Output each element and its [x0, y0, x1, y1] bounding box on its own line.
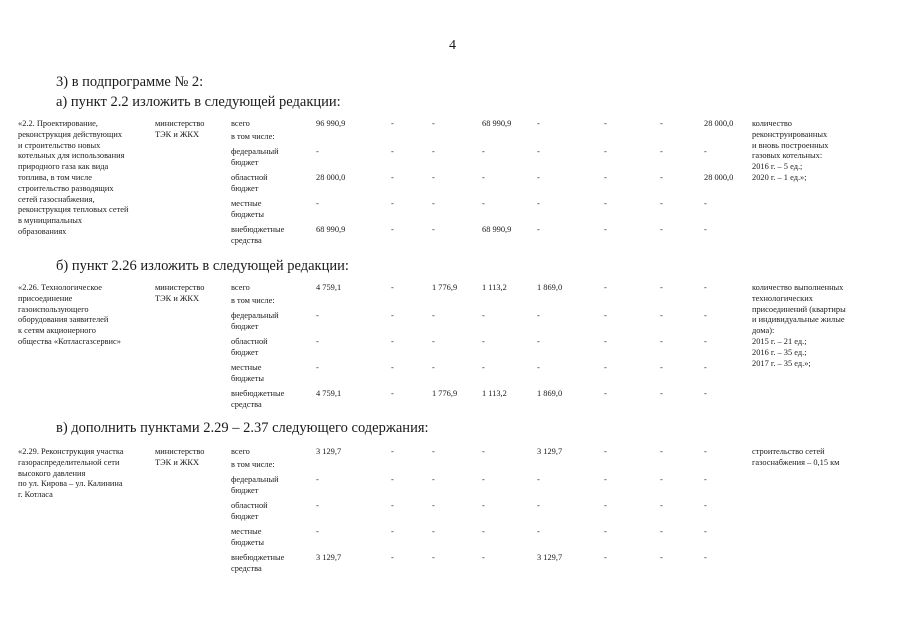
funding-source: областной бюджет — [231, 501, 268, 521]
funding-value: - — [537, 475, 540, 484]
funding-value: - — [537, 199, 540, 208]
funding-value: 96 990,9 — [316, 119, 346, 128]
funding-value: - — [482, 475, 485, 484]
funding-value: - — [660, 173, 663, 182]
funding-value: - — [537, 119, 540, 128]
funding-value: - — [316, 527, 319, 536]
item-description: «2.26. Технологическое присоединение газоиспользующего оборудования заявителей к сетям акционерного общества «Котласгазсервис» — [18, 283, 121, 346]
funding-source: федеральный бюджет — [231, 311, 279, 331]
funding-value: - — [537, 147, 540, 156]
funding-value: - — [660, 553, 663, 562]
funding-value: - — [604, 475, 607, 484]
funding-value: - — [391, 501, 394, 510]
funding-source: в том числе: — [231, 132, 275, 141]
funding-value: - — [432, 337, 435, 346]
expected-result: количество реконструированных и вновь построенных газовых котельных: 2016 г. – 5 ед.; 2020 г. – 1 ед.»; — [752, 119, 829, 182]
funding-value: - — [482, 447, 485, 456]
funding-value: - — [604, 363, 607, 372]
funding-value: - — [432, 447, 435, 456]
funding-value: - — [704, 199, 707, 208]
funding-value: - — [391, 337, 394, 346]
section-heading: в) дополнить пунктами 2.29 – 2.37 следующего содержания: — [56, 420, 429, 436]
funding-value: 28 000,0 — [704, 119, 734, 128]
funding-value: - — [660, 389, 663, 398]
funding-value: - — [316, 311, 319, 320]
funding-value: - — [432, 311, 435, 320]
funding-value: - — [704, 363, 707, 372]
funding-value: - — [391, 447, 394, 456]
funding-value: - — [316, 337, 319, 346]
funding-value: - — [391, 147, 394, 156]
funding-value: - — [482, 337, 485, 346]
funding-value: - — [660, 311, 663, 320]
funding-value: - — [482, 199, 485, 208]
funding-value: - — [391, 527, 394, 536]
funding-source: в том числе: — [231, 296, 275, 305]
executor: министерство ТЭК и ЖКХ — [155, 119, 205, 139]
funding-value: - — [604, 527, 607, 536]
funding-value: 3 129,7 — [537, 553, 563, 562]
funding-value: - — [660, 199, 663, 208]
funding-value: - — [704, 337, 707, 346]
funding-value: 3 129,7 — [316, 553, 342, 562]
funding-value: - — [604, 501, 607, 510]
funding-value: 28 000,0 — [316, 173, 346, 182]
funding-value: 1 776,9 — [432, 283, 458, 292]
funding-value: 3 129,7 — [537, 447, 563, 456]
section-heading: а) пункт 2.2 изложить в следующей редакции: — [56, 94, 341, 110]
funding-value: - — [660, 527, 663, 536]
funding-value: - — [391, 553, 394, 562]
item-description: «2.29. Реконструкция участка газораспределительной сети высокого давления по ул. Кирова – ул. Калинина г. Котласа — [18, 447, 124, 500]
funding-value: 1 113,2 — [482, 389, 507, 398]
funding-source: федеральный бюджет — [231, 147, 279, 167]
funding-value: 1 776,9 — [432, 389, 458, 398]
funding-value: - — [660, 147, 663, 156]
funding-source: в том числе: — [231, 460, 275, 469]
section-heading: б) пункт 2.26 изложить в следующей редакции: — [56, 258, 349, 274]
funding-value: - — [391, 283, 394, 292]
funding-value: 1 113,2 — [482, 283, 507, 292]
funding-value: - — [704, 527, 707, 536]
funding-value: - — [660, 363, 663, 372]
item-description: «2.2. Проектирование, реконструкция действующих и строительство новых котельных для использования природного газа как вида топлива, в том числе строительство разводящих сетей газоснабжения, реконструкция тепловых сетей в муниципальных образованиях — [18, 119, 129, 236]
funding-value: - — [604, 283, 607, 292]
funding-value: - — [432, 527, 435, 536]
funding-value: 1 869,0 — [537, 389, 563, 398]
funding-value: - — [704, 225, 707, 234]
funding-value: - — [391, 475, 394, 484]
subprogram-intro: 3) в подпрограмме № 2: — [56, 74, 204, 90]
funding-value: - — [316, 501, 319, 510]
funding-value: - — [432, 173, 435, 182]
funding-source: местные бюджеты — [231, 199, 265, 219]
funding-value: - — [604, 311, 607, 320]
funding-value: - — [482, 363, 485, 372]
funding-value: 1 869,0 — [537, 283, 563, 292]
funding-value: - — [704, 389, 707, 398]
funding-value: - — [391, 363, 394, 372]
funding-value: - — [704, 475, 707, 484]
funding-value: - — [432, 225, 435, 234]
funding-value: 68 990,9 — [482, 225, 512, 234]
funding-value: - — [604, 199, 607, 208]
funding-value: - — [660, 447, 663, 456]
funding-source: областной бюджет — [231, 173, 268, 193]
funding-value: - — [482, 147, 485, 156]
funding-source: внебюджетные средства — [231, 389, 285, 409]
funding-value: - — [482, 553, 485, 562]
funding-value: - — [391, 311, 394, 320]
funding-value: - — [391, 173, 394, 182]
funding-value: - — [604, 553, 607, 562]
funding-value: - — [660, 337, 663, 346]
funding-value: - — [660, 283, 663, 292]
funding-value: - — [537, 173, 540, 182]
funding-value: - — [537, 337, 540, 346]
funding-value: - — [537, 501, 540, 510]
funding-source: всего — [231, 283, 250, 292]
funding-value: 28 000,0 — [704, 173, 734, 182]
funding-value: - — [432, 553, 435, 562]
funding-value: - — [432, 199, 435, 208]
funding-value: - — [660, 501, 663, 510]
executor: министерство ТЭК и ЖКХ — [155, 283, 205, 303]
funding-value: - — [704, 311, 707, 320]
funding-value: - — [432, 119, 435, 128]
funding-value: - — [660, 475, 663, 484]
expected-result: количество выполненных технологических присоединений (квартиры и индивидуальные жилые дома): 2015 г. – 21 ед.; 2016 г. – 35 ед.; 2017 г. – 35 ед.»; — [752, 283, 846, 368]
funding-value: 3 129,7 — [316, 447, 342, 456]
funding-value: - — [482, 527, 485, 536]
funding-value: - — [482, 501, 485, 510]
funding-value: - — [537, 363, 540, 372]
funding-value: - — [432, 475, 435, 484]
funding-source: внебюджетные средства — [231, 553, 285, 573]
funding-value: - — [482, 173, 485, 182]
funding-value: - — [704, 553, 707, 562]
funding-value: - — [604, 337, 607, 346]
funding-value: - — [391, 199, 394, 208]
funding-value: - — [391, 225, 394, 234]
funding-value: - — [316, 363, 319, 372]
funding-source: федеральный бюджет — [231, 475, 279, 495]
funding-source: местные бюджеты — [231, 363, 265, 383]
funding-value: - — [604, 389, 607, 398]
funding-value: 4 759,1 — [316, 283, 342, 292]
funding-value: 68 990,9 — [482, 119, 512, 128]
executor: министерство ТЭК и ЖКХ — [155, 447, 205, 467]
funding-value: - — [704, 147, 707, 156]
funding-source: всего — [231, 447, 250, 456]
funding-source: местные бюджеты — [231, 527, 265, 547]
funding-value: - — [432, 363, 435, 372]
funding-value: - — [704, 501, 707, 510]
funding-value: - — [432, 147, 435, 156]
funding-value: 4 759,1 — [316, 389, 342, 398]
funding-value: - — [604, 119, 607, 128]
funding-value: 68 990,9 — [316, 225, 346, 234]
funding-value: - — [316, 147, 319, 156]
funding-value: - — [604, 225, 607, 234]
funding-value: - — [537, 311, 540, 320]
funding-value: - — [604, 447, 607, 456]
funding-value: - — [660, 225, 663, 234]
funding-value: - — [432, 501, 435, 510]
funding-value: - — [391, 389, 394, 398]
funding-value: - — [660, 119, 663, 128]
funding-value: - — [604, 173, 607, 182]
funding-value: - — [316, 475, 319, 484]
funding-source: внебюджетные средства — [231, 225, 285, 245]
funding-value: - — [604, 147, 607, 156]
funding-value: - — [704, 447, 707, 456]
funding-value: - — [537, 225, 540, 234]
funding-value: - — [316, 199, 319, 208]
funding-value: - — [704, 283, 707, 292]
funding-value: - — [537, 527, 540, 536]
expected-result: строительство сетей газоснабжения – 0,15 км — [752, 447, 840, 467]
funding-value: - — [391, 119, 394, 128]
funding-value: - — [482, 311, 485, 320]
funding-source: областной бюджет — [231, 337, 268, 357]
funding-source: всего — [231, 119, 250, 128]
page-number: 4 — [449, 38, 456, 53]
